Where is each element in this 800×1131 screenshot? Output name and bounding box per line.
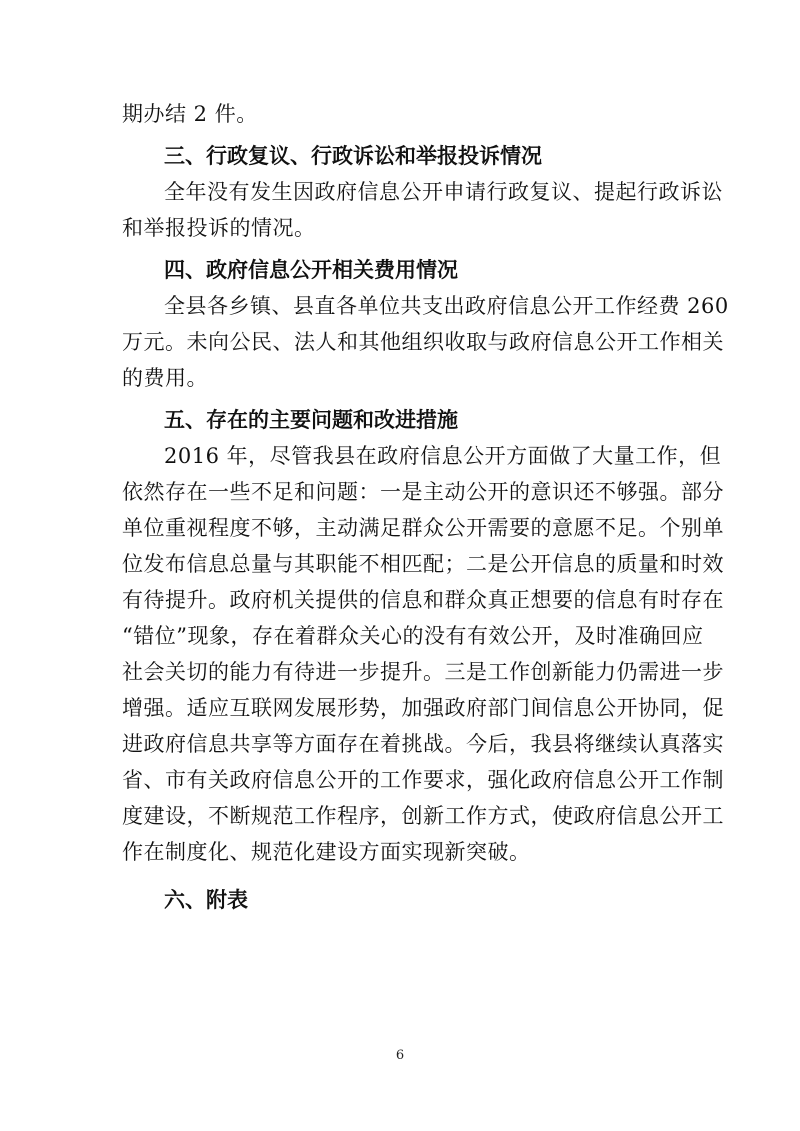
section-heading-6: 六、附表 <box>164 888 248 912</box>
text-line: 省、市有关政府信息公开的工作要求，强化政府信息公开工作制 <box>122 768 724 792</box>
text-line: 度建设，不断规范工作程序，创新工作方式，使政府信息公开工 <box>122 804 724 828</box>
text-line: 和举报投诉的情况。 <box>122 216 316 240</box>
text-line: 的费用。 <box>122 366 208 390</box>
text-line: 作在制度化、规范化建设方面实现新突破。 <box>122 840 531 864</box>
text-line: 社会关切的能力有待进一步提升。三是工作创新能力仍需进一步 <box>122 660 724 684</box>
text-line: 单位重视程度不够，主动满足群众公开需要的意愿不足。个别单 <box>122 516 724 540</box>
text-line: 期办结 2 件。 <box>122 102 258 126</box>
text-line: 增强。适应互联网发展形势，加强政府部门间信息公开协同，促 <box>122 696 724 720</box>
section-heading-5: 五、存在的主要问题和改进措施 <box>164 408 458 432</box>
text-line: 2016 年，尽管我县在政府信息公开方面做了大量工作，但 <box>164 444 722 468</box>
text-line: 依然存在一些不足和问题：一是主动公开的意识还不够强。部分 <box>122 480 724 504</box>
text-line: 全年没有发生因政府信息公开申请行政复议、提起行政诉讼 <box>164 180 723 204</box>
document-body <box>122 96 729 918</box>
text-line: 有待提升。政府机关提供的信息和群众真正想要的信息有时存在 <box>122 588 724 612</box>
section-heading-3: 三、行政复议、行政诉讼和举报投诉情况 <box>164 144 542 168</box>
page-number: 6 <box>395 1048 405 1063</box>
text-line: 位发布信息总量与其职能不相匹配；二是公开信息的质量和时效 <box>122 552 724 576</box>
text-line: 全县各乡镇、县直各单位共支出政府信息公开工作经费 260 <box>164 294 729 318</box>
text-line: 进政府信息共享等方面存在着挑战。今后，我县将继续认真落实 <box>122 732 724 756</box>
text-line: “错位”现象，存在着群众关心的没有有效公开，及时准确回应 <box>122 624 704 648</box>
text-line: 万元。未向公民、法人和其他组织收取与政府信息公开工作相关 <box>122 330 724 354</box>
section-heading-4: 四、政府信息公开相关费用情况 <box>164 258 458 282</box>
